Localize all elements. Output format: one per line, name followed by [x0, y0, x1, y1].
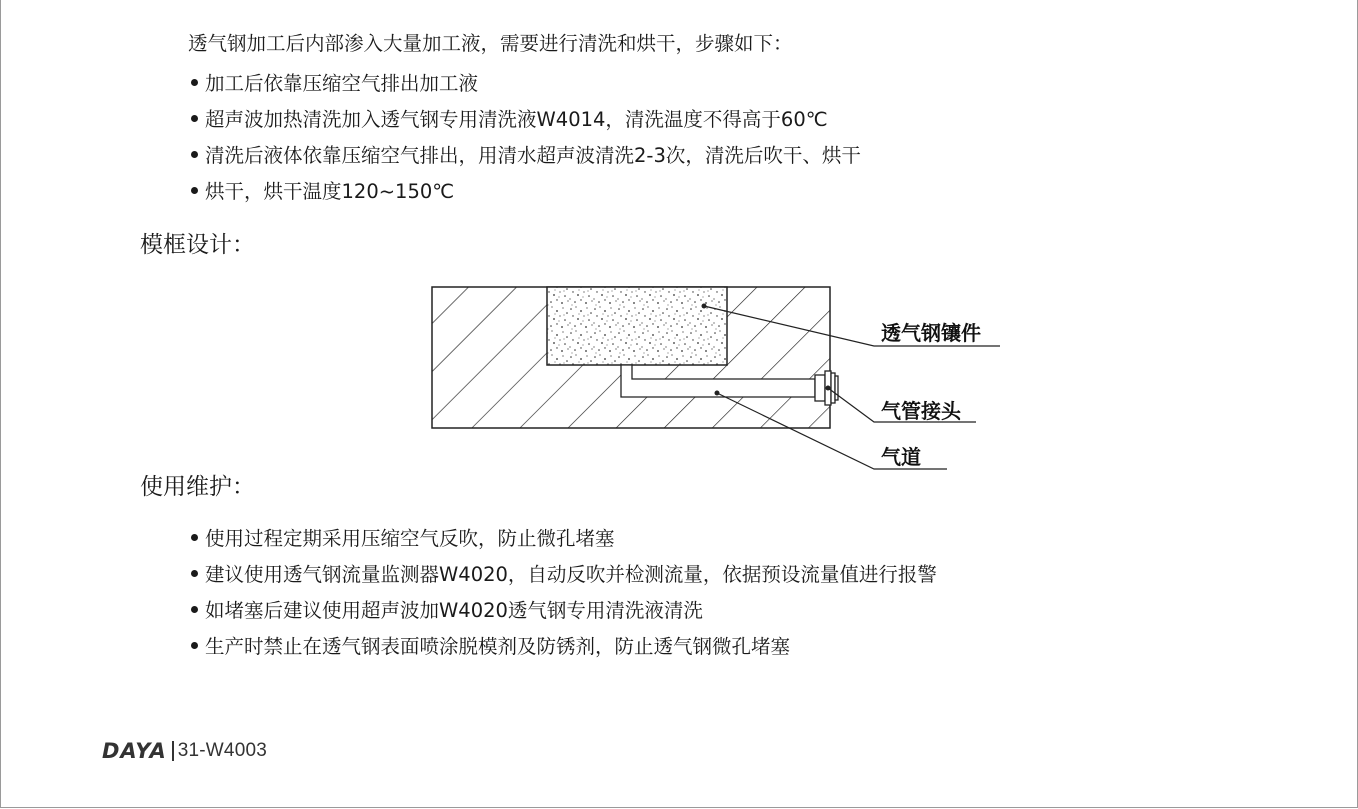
list-item-text: 超声波加热清洗加入透气钢专用清洗液W4014，清洗温度不得高于60℃: [205, 108, 828, 131]
list-item-text: 加工后依靠压缩空气排出加工液: [205, 72, 479, 95]
bullet-icon: [191, 642, 198, 649]
label-channel: 气道: [881, 445, 921, 469]
bullet-icon: [191, 606, 198, 613]
footer: [102, 739, 267, 763]
model-number: 31-W4003: [177, 740, 267, 761]
maintenance-list: [191, 519, 937, 663]
cleaning-steps-list: [191, 64, 861, 208]
list-item-text: 使用过程定期采用压缩空气反吹，防止微孔堵塞: [205, 527, 615, 550]
list-item: [191, 555, 937, 591]
list-item-text: 生产时禁止在透气钢表面喷涂脱模剂及防锈剂，防止透气钢微孔堵塞: [205, 635, 791, 658]
list-item: [191, 519, 937, 555]
maintenance-heading: 使用维护：: [140, 474, 255, 500]
bullet-icon: [191, 570, 198, 577]
label-insert: 透气钢镶件: [881, 321, 981, 345]
mold-frame-diagram: [425, 282, 1015, 477]
list-item-text: 建议使用透气钢流量监测器W4020，自动反吹并检测流量，依据预设流量值进行报警: [205, 563, 937, 586]
intro-text: 透气钢加工后内部渗入大量加工液，需要进行清洗和烘干，步骤如下：: [188, 32, 793, 55]
list-item: [191, 627, 937, 663]
label-fitting: 气管接头: [881, 399, 961, 423]
list-item-text: 烘干，烘干温度120~150℃: [205, 180, 455, 203]
bullet-icon: [191, 115, 198, 122]
bullet-icon: [191, 151, 198, 158]
mold-design-heading: 模框设计：: [140, 232, 255, 258]
list-item-text: 清洗后液体依靠压缩空气排出，用清水超声波清洗2-3次，清洗后吹干、烘干: [205, 144, 861, 167]
list-item: [191, 591, 937, 627]
porous-steel-insert: [547, 287, 727, 365]
footer-divider: [172, 741, 174, 761]
bullet-icon: [191, 187, 198, 194]
list-item: [191, 64, 861, 100]
bullet-icon: [191, 79, 198, 86]
bullet-icon: [191, 534, 198, 541]
list-item: [191, 100, 861, 136]
list-item-text: 如堵塞后建议使用超声波加W4020透气钢专用清洗液清洗: [205, 599, 703, 622]
brand-logo: DAYA: [102, 739, 167, 763]
list-item: [191, 172, 861, 208]
list-item: [191, 136, 861, 172]
